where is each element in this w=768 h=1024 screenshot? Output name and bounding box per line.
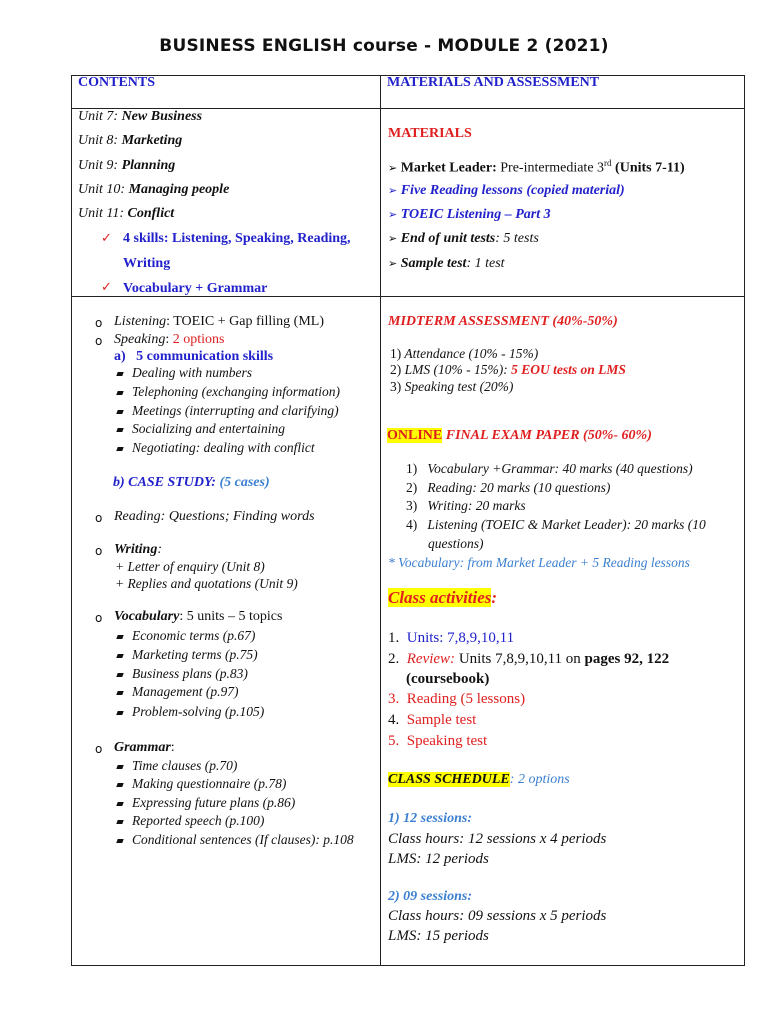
schedule-option-1-lms: LMS: 12 periods xyxy=(388,851,489,867)
final-item: 1) Vocabulary +Grammar: 40 marks (40 questions) xyxy=(406,461,693,476)
arrow-icon: ➢ xyxy=(388,257,398,270)
list-item: Management (p.97) xyxy=(132,684,239,699)
list-item: Business plans (p.83) xyxy=(132,666,248,681)
case-study-line: b) CASE STUDY: (5 cases) xyxy=(113,475,270,490)
final-item: 4) Listening (TOEIC & Market Leader): 20 marks (10 xyxy=(406,517,706,532)
list-item: Dealing with numbers xyxy=(132,365,252,380)
list-item: Telephoning (exchanging information) xyxy=(132,384,340,399)
listening-line: Listening: TOEIC + Gap filling (ML) xyxy=(114,314,324,329)
list-item: Problem-solving (p.105) xyxy=(132,704,265,719)
material-market-leader: ➢ Market Leader: Pre-intermediate 3rd (Units 7-11) xyxy=(388,158,685,176)
arrow-icon: ➢ xyxy=(388,161,398,175)
column-divider xyxy=(380,75,381,966)
circle-bullet-icon: o xyxy=(95,742,103,756)
list-item: Making questionnaire (p.78) xyxy=(132,776,287,791)
arrow-icon: ➢ xyxy=(388,208,398,221)
class-schedule-heading: CLASS SCHEDULE: 2 options xyxy=(388,772,570,787)
midterm-item: 1) Attendance (10% - 15%) xyxy=(390,346,539,361)
activity-item: 2. Review: Units 7,8,9,10,11 on pages 92, 122 xyxy=(388,651,670,667)
final-item-cont: questions) xyxy=(428,536,484,551)
unit-item: Unit 11: Conflict xyxy=(78,206,175,221)
arrow-icon: ➢ xyxy=(388,184,398,197)
final-exam-heading: ONLINE FINAL EXAM PAPER (50%- 60%) xyxy=(387,428,652,443)
unit-item: Unit 7: New Business xyxy=(78,109,203,124)
list-item: Economic terms (p.67) xyxy=(132,628,256,643)
activity-item: 5. Speaking test xyxy=(388,733,488,749)
material-reading: ➢ Five Reading lessons (copied material) xyxy=(388,183,625,198)
comm-skills-title: a) 5 communication skills xyxy=(114,349,274,364)
circle-bullet-icon: o xyxy=(95,611,103,625)
circle-bullet-icon: o xyxy=(95,316,103,330)
schedule-option-1-hours: Class hours: 12 sessions x 4 periods xyxy=(388,831,607,847)
schedule-option-2-hours: Class hours: 09 sessions x 5 periods xyxy=(388,908,607,924)
unit-item: Unit 9: Planning xyxy=(78,158,176,173)
unit-item: Unit 10: Managing people xyxy=(78,182,230,197)
skills-line: 4 skills: Listening, Speaking, Reading, xyxy=(123,231,351,246)
circle-bullet-icon: o xyxy=(95,511,103,525)
vocabulary-note: * Vocabulary: from Market Leader + 5 Reading lessons xyxy=(388,555,690,570)
arrow-icon: ➢ xyxy=(388,232,398,245)
schedule-option-1-title: 1) 12 sessions: xyxy=(388,811,473,826)
contents-header: CONTENTS xyxy=(78,75,156,90)
vocabulary-line: Vocabulary: 5 units – 5 topics xyxy=(114,609,283,624)
writing-line: Writing: xyxy=(114,542,162,557)
list-item: Conditional sentences (If clauses): p.108 xyxy=(132,832,354,847)
unit-item: Unit 8: Marketing xyxy=(78,133,183,148)
activity-item: 4. Sample test xyxy=(388,712,477,728)
check-icon: ✓ xyxy=(101,280,112,295)
midterm-item: 2) LMS (10% - 15%): 5 EOU tests on LMS xyxy=(390,362,626,377)
schedule-option-2-title: 2) 09 sessions: xyxy=(388,889,473,904)
material-toeic: ➢ TOEIC Listening – Part 3 xyxy=(388,207,551,222)
writing-item: + Replies and quotations (Unit 9) xyxy=(115,576,298,591)
final-item: 2) Reading: 20 marks (10 questions) xyxy=(406,480,611,495)
circle-bullet-icon: o xyxy=(95,544,103,558)
midterm-heading: MIDTERM ASSESSMENT (40%-50%) xyxy=(388,314,618,329)
list-item: Time clauses (p.70) xyxy=(132,758,238,773)
vocab-grammar-line: Vocabulary + Grammar xyxy=(123,281,268,296)
circle-bullet-icon: o xyxy=(95,334,103,348)
skills-line-cont: Writing xyxy=(123,256,171,271)
list-item: Meetings (interrupting and clarifying) xyxy=(132,403,339,418)
list-item: Expressing future plans (p.86) xyxy=(132,795,296,810)
materials-heading: MATERIALS xyxy=(388,126,472,141)
activity-item: 3. Reading (5 lessons) xyxy=(388,691,526,707)
activity-item-cont: (coursebook) xyxy=(406,671,490,687)
list-item: Socializing and entertaining xyxy=(132,421,285,436)
reading-line: Reading: Questions; Finding words xyxy=(114,509,315,524)
list-item: Negotiating: dealing with conflict xyxy=(132,440,315,455)
schedule-option-2-lms: LMS: 15 periods xyxy=(388,928,489,944)
materials-header: MATERIALS AND ASSESSMENT xyxy=(387,75,600,90)
material-sample: ➢ Sample test: 1 test xyxy=(388,256,505,271)
activity-item: 1. Units: 7,8,9,10,11 xyxy=(388,630,515,646)
writing-item: + Letter of enquiry (Unit 8) xyxy=(115,559,265,574)
list-item: Reported speech (p.100) xyxy=(132,813,265,828)
material-eou: ➢ End of unit tests: 5 tests xyxy=(388,231,539,246)
speaking-line: Speaking: 2 options xyxy=(114,332,225,347)
midterm-item: 3) Speaking test (20%) xyxy=(390,379,514,394)
list-item: Marketing terms (p.75) xyxy=(132,647,258,662)
page-title: BUSINESS ENGLISH course - MODULE 2 (2021) xyxy=(159,36,609,56)
grammar-line: Grammar: xyxy=(114,740,175,755)
check-icon: ✓ xyxy=(101,231,112,246)
class-activities-heading: Class activities: xyxy=(388,588,498,607)
final-item: 3) Writing: 20 marks xyxy=(406,498,526,513)
